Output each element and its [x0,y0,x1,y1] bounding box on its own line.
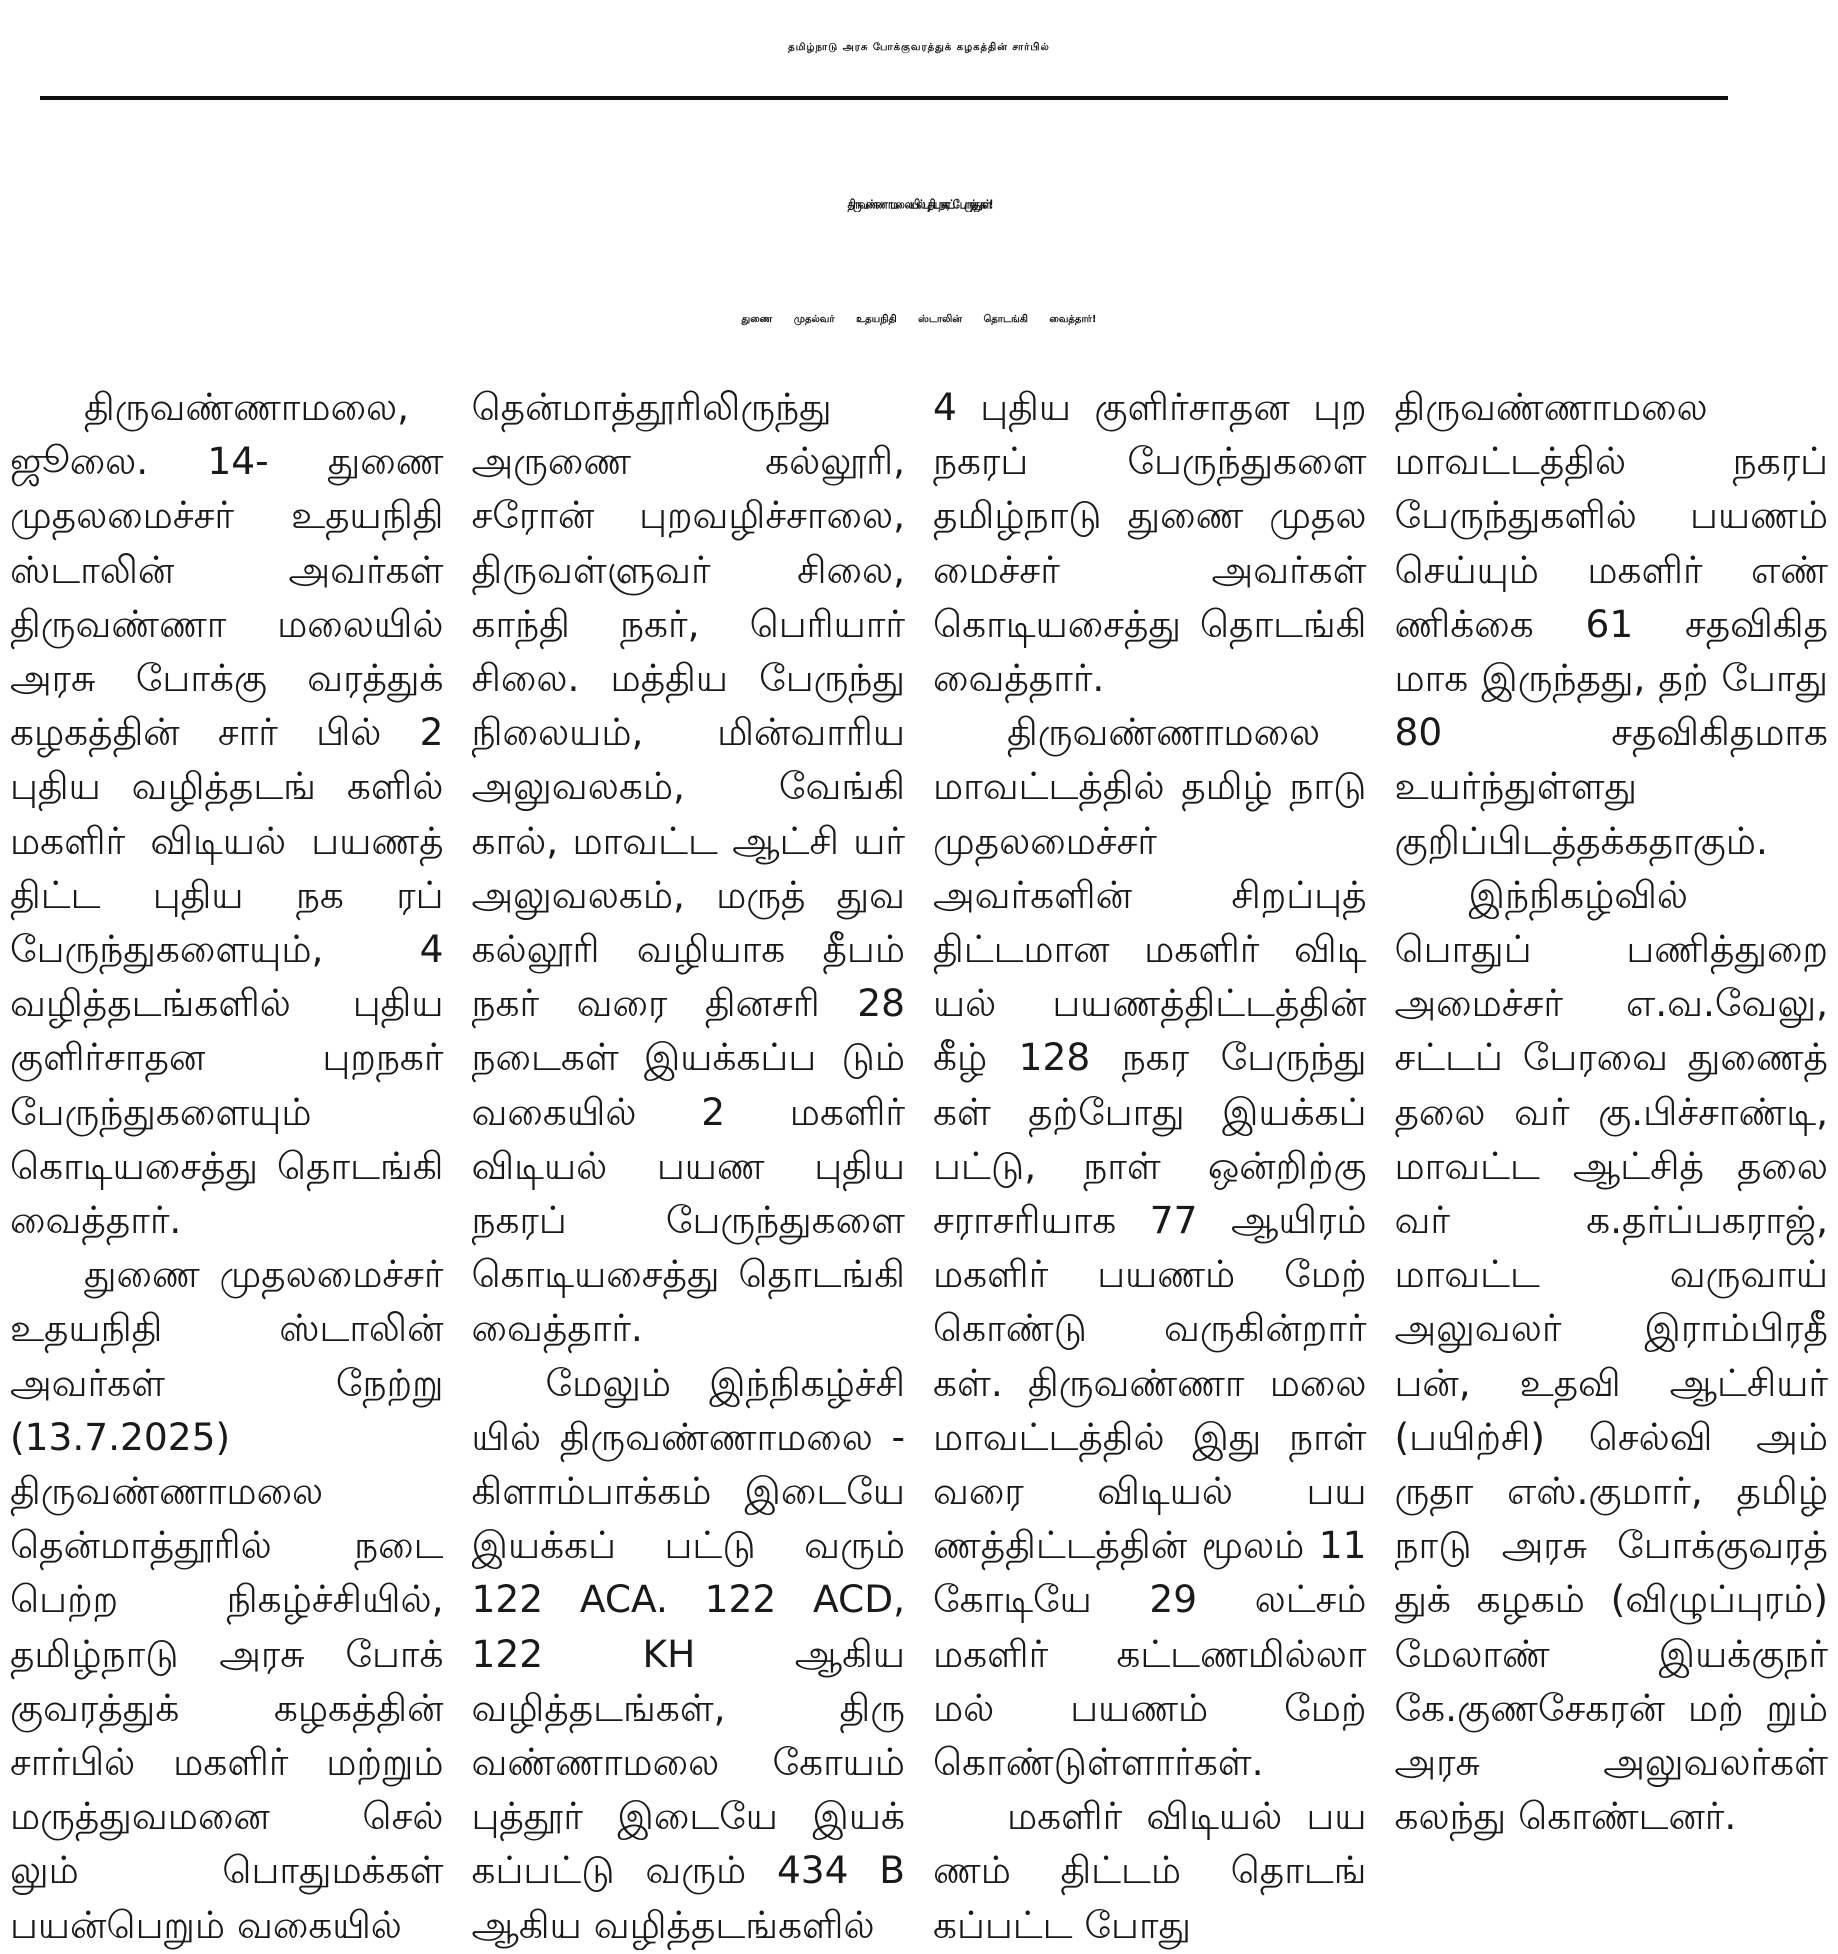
article-body [10,380,1828,1950]
headline: திருவண்ணாமலையில் புதிய நகரப் பேருந்துகள்! [847,198,991,212]
kicker-line: தமிழ்நாடு அரசு போக்குவரத்துக் கழகத்தின் சார்பில் [788,42,1050,53]
paragraph: மேலும் இந்நிகழ்ச்சி யில் திருவண்ணாமலை - கிளாம்பாக்கம் இடையே இயக்கப் பட்டு வரும் 122 ACA. 122 ACD, 122 KH ஆகிய வழித்தடங்கள், திரு வண்ணாமலை கோயம் புத்தூர் இடையே இயக் கப்பட்டு வரும் 434 B ஆகிய வழித்தடங்களில் [471,1360,905,1947]
article-column-3 [933,380,1367,1950]
paragraph: திருவண்ணாமலை மாவட்டத்தில் தமிழ் நாடு முதலமைச்சர் அவர்களின் சிறப்புத் திட்டமான மகளிர் விடி யல் பயணத்திட்டத்தின் கீழ் 128 நகர பேருந்து கள் தற்போது இயக்கப் பட்டு, நாள் ஒன்றிற்கு சராசரியாக 77 ஆயிரம் மகளிர் பயணம் மேற் கொண்டு வருகின்றார் கள். திருவண்ணா மலை மாவட்டத்தில் இது நாள் வரை விடியல் பய ணத்திட்டத்தின் மூலம் 11 கோடியே 29 லட்சம் மகளிர் கட்டணமில்லா மல் பயணம் மேற் கொண்டுள்ளார்கள். [933,710,1367,1785]
article-column-1 [10,380,444,1950]
subheadline: துணை முதல்வர் உதயநிதி ஸ்டாலின் தொடங்கி வைத்தார்! [741,314,1097,325]
paragraph: துணை முதலமைச்சர் உதயநிதி ஸ்டாலின் அவர்கள் நேற்று (13.7.2025) திருவண்ணாமலை தென்மாத்தூரில் நடை பெற்ற நிகழ்ச்சியில், தமிழ்நாடு அரசு போக் குவரத்துக் கழகத்தின் சார்பில் மகளிர் மற்றும் மருத்துவமனை செல் லும் பொதுமக்கள் பயன்பெறும் வகையில் [10,1252,444,1947]
paragraph: மகளிர் விடியல் பய ணம் திட்டம் தொடங் கப்பட்ட போது [933,1794,1367,1947]
paragraph: திருவண்ணாமலை, ஜூலை. 14- துணை முதலமைச்சர் உதயநிதி ஸ்டாலின் அவர்கள் திருவண்ணா மலையில் அரசு போக்கு வரத்துக் கழகத்தின் சார் பில் 2 புதிய வழித்தடங் களில் மகளிர் விடியல் பயணத் திட்ட புதிய நக ரப் பேருந்துகளையும், 4 வழித்தடங்களில் புதிய குளிர்சாதன புறநகர் பேருந்துகளையும் கொடியசைத்து தொடங்கி வைத்தார். [10,385,444,1243]
paragraph: தென்மாத்தூரிலிருந்து அருணை கல்லூரி, சரோன் புறவழிச்சாலை, திருவள்ளுவர் சிலை, காந்தி நகர், பெரியார் சிலை. மத்திய பேருந்து நிலையம், மின்வாரிய அலுவலகம், வேங்கி கால், மாவட்ட ஆட்சி யர் அலுவலகம், மருத் துவ கல்லூரி வழியாக தீபம் நகர் வரை தினசரி 28 நடைகள் இயக்கப்ப டும் வகையில் 2 மகளிர் விடியல் பயண புதிய நகரப் பேருந்துகளை கொடியசைத்து தொடங்கி வைத்தார். [471,385,905,1351]
article-column-4 [1395,380,1829,1950]
article-column-2 [472,380,906,1950]
divider-rule [40,96,1728,100]
paragraph: 4 புதிய குளிர்சாதன புற நகரப் பேருந்துகளை தமிழ்நாடு துணை முதல மைச்சர் அவர்கள் கொடியசைத்து தொடங்கி வைத்தார். [933,385,1367,701]
paragraph: திருவண்ணாமலை மாவட்டத்தில் நகரப் பேருந்துகளில் பயணம் செய்யும் மகளிர் எண் ணிக்கை 61 சதவிகித மாக இருந்தது, தற் போது 80 சதவிகிதமாக உயர்ந்துள்ளது குறிப்பிடத்தக்கதாகும். [1394,385,1828,863]
paragraph: இந்நிகழ்வில் பொதுப் பணித்துறை அமைச்சர் எ.வ.வேலு, சட்டப் பேரவை துணைத் தலை வர் கு.பிச்சாண்டி, மாவட்ட ஆட்சித் தலை வர் க.தர்ப்பகராஜ், மாவட்ட வருவாய் அலுவலர் இராம்பிரதீ பன், உதவி ஆட்சியர் (பயிற்சி) செல்வி அம் ருதா எஸ்.குமார், தமிழ் நாடு அரசு போக்குவரத் துக் கழகம் (விழுப்புரம்) மேலாண் இயக்குநர் கே.குணசேகரன் மற் றும் அரசு அலுவலர்கள் கலந்து கொண்டனர். [1394,872,1828,1839]
